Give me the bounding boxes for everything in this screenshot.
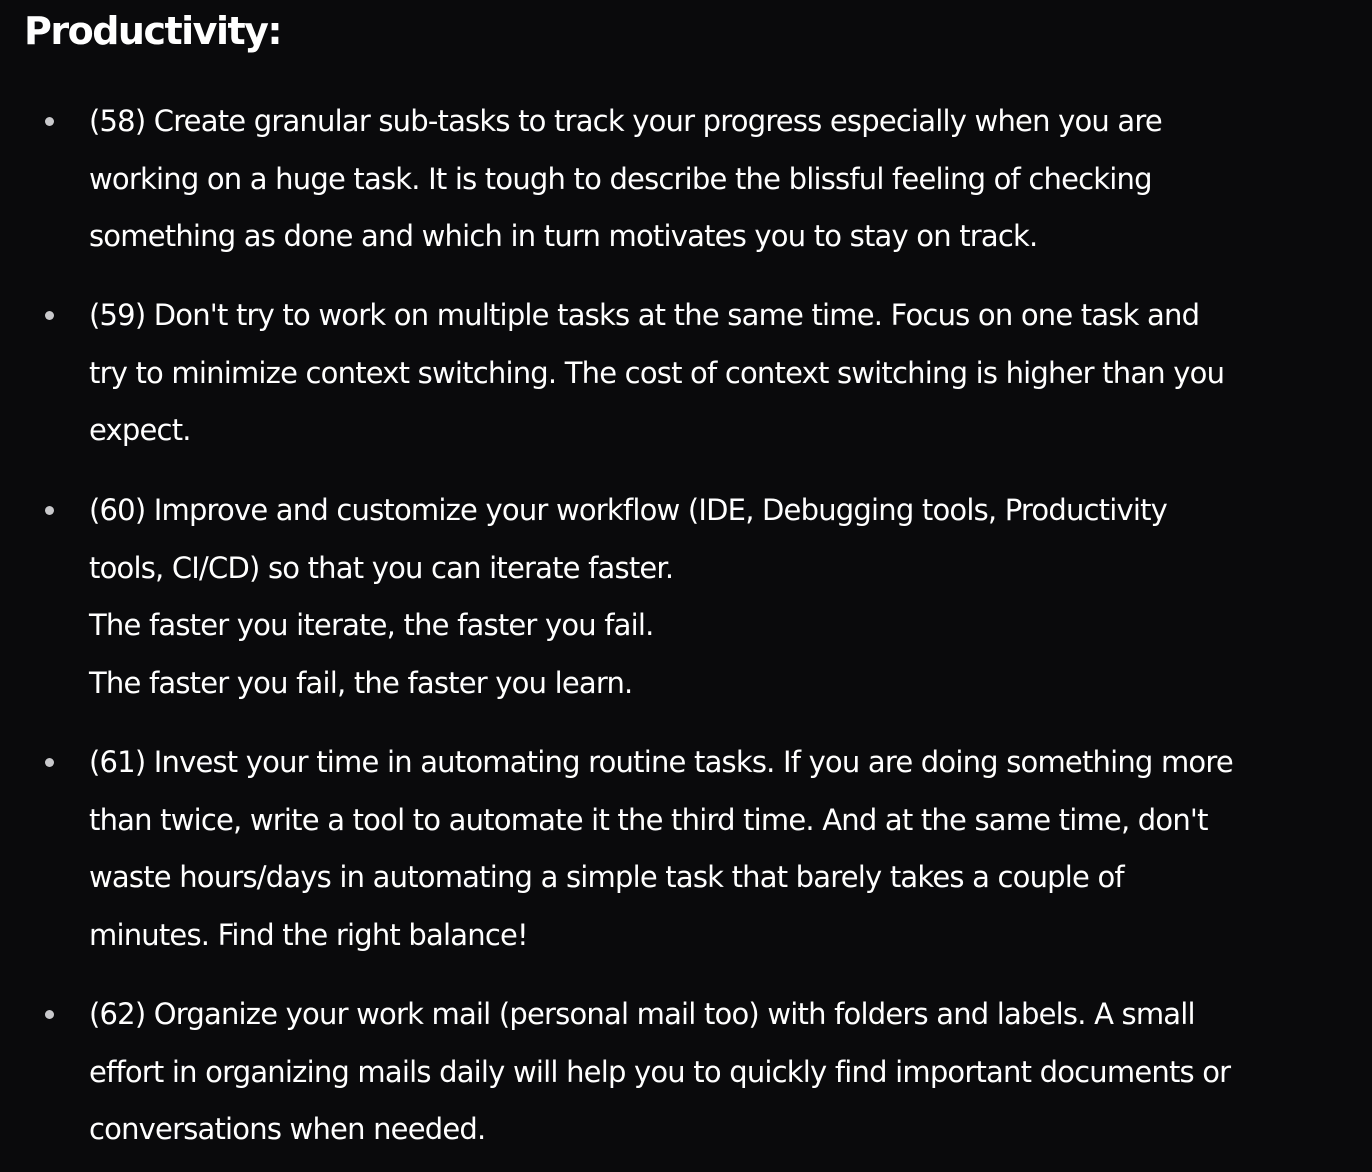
list-item-line: (62) Organize your work mail (personal mail too) with folders and labels. A small: [89, 997, 1195, 1031]
bullet-icon: [45, 117, 54, 126]
bullet-icon: [45, 758, 54, 767]
list-item-line: The faster you iterate, the faster you fail.: [89, 608, 654, 642]
list-item-line: expect.: [89, 413, 191, 447]
bullet-icon: [45, 1010, 54, 1019]
list-item: [89, 482, 1359, 712]
list-item: [89, 93, 1359, 266]
list-item-line: The faster you fail, the faster you learn.: [89, 665, 633, 700]
list-item: [89, 287, 1359, 460]
list-item-line: effort in organizing mails daily will help you to quickly find important documents or: [89, 1054, 1231, 1089]
list-item-line: tools, CI/CD) so that you can iterate faster.: [89, 550, 674, 585]
section-heading: Productivity:: [24, 9, 282, 53]
list-item-line: try to minimize context switching. The cost of context switching is higher than you: [89, 355, 1225, 390]
bullet-icon: [45, 311, 54, 320]
list-item-line: (59) Don't try to work on multiple tasks at the same time. Focus on one task and: [89, 298, 1200, 332]
list-item-line: minutes. Find the right balance!: [89, 917, 528, 952]
list-item-line: (58) Create granular sub-tasks to track your progress especially when you are: [89, 104, 1162, 138]
list-item-line: than twice, write a tool to automate it the third time. And at the same time, don't: [89, 802, 1208, 837]
list-item: [89, 734, 1359, 964]
list-item-line: conversations when needed.: [89, 1112, 486, 1146]
list-item: [89, 986, 1359, 1159]
list-item-line: waste hours/days in automating a simple task that barely takes a couple of: [89, 860, 1124, 894]
list-item-line: (61) Invest your time in automating routine tasks. If you are doing something more: [89, 745, 1233, 779]
list-item-line: working on a huge task. It is tough to describe the blissful feeling of checking: [89, 161, 1152, 196]
list-item-line: (60) Improve and customize your workflow (IDE, Debugging tools, Productivity: [89, 493, 1168, 527]
bullet-icon: [45, 506, 54, 515]
list-item-line: something as done and which in turn motivates you to stay on track.: [89, 219, 1038, 253]
